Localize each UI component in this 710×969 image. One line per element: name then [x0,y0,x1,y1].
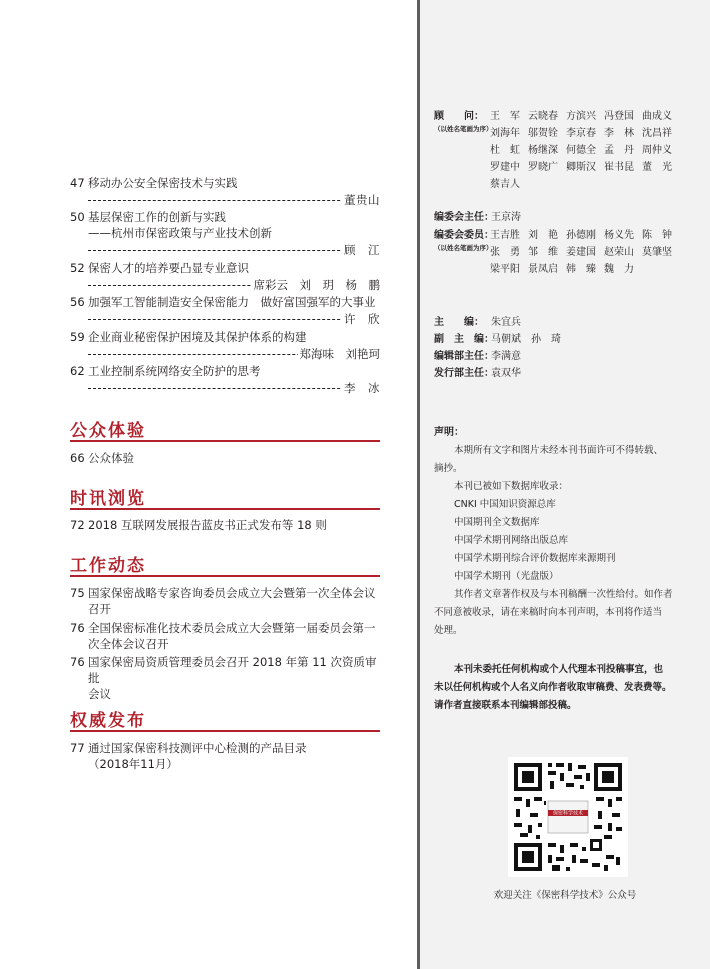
article-title: 通过国家保密科技测评中心检测的产品目录 [88,741,307,755]
board-member-name: 孙德刚 [566,230,596,241]
database-item: 中国期刊全文数据库 [454,517,540,528]
page-number: 77 [70,741,85,755]
page-number: 76 [70,621,85,635]
toc-entry[interactable] [70,654,380,702]
article-title: 国家保密局资质管理委员会召开 2018 年第 11 次资质审批 [88,655,377,685]
board-member-name: 梁平阳 [490,264,520,275]
board-member-name: 张 勇 [490,247,520,258]
board-members-block [434,227,710,279]
declaration-text: 其作者文章著作权及与本刊稿酬一次性给付。如作者 [454,589,673,600]
editorial-director-row [434,348,710,365]
advisors-names [490,108,710,193]
article-author: 顾 江 [344,243,380,257]
declaration-text: 处理。 [434,625,463,636]
section-title: 公众体验 [70,421,146,441]
advisor-name: 何德全 [566,145,596,156]
board-member-name: 莫肇坚 [642,247,672,258]
board-member-name: 刘 艳 [528,230,558,241]
advisor-name: 蔡吉人 [490,179,520,190]
submission-notice [434,661,696,715]
declaration-text: 本期所有文字和图片未经本刊书面许可不得转载、 [454,445,664,456]
board-director-row [434,209,710,226]
toc-entry[interactable] [70,329,380,362]
article-author: 李 冰 [344,381,380,395]
qr-caption: 欢迎关注《保密科学技术》公众号 [493,890,637,901]
deputy-editor-label: 副 主 编： [434,334,494,345]
article-title-continued: （2018年11月） [88,757,178,771]
board-director-label: 编委会主任： [434,212,494,223]
advisor-name: 周仲义 [642,145,672,156]
declaration-text: 不同意被收录，请在来稿时向本刊声明，本刊将作适当 [434,607,663,618]
advisor-name: 杨继深 [528,145,558,156]
advisor-name: 曲成义 [642,111,672,122]
article-title: 基层保密工作的创新与实践 [88,210,226,224]
declaration-text: 本刊已被如下数据库收录： [454,481,569,492]
article-title: 全国保密标准化技术委员会成立大会暨第一届委员会第一 [88,621,376,635]
qr-center-label: 保密科学技术 [552,810,584,817]
advisors-sort-note: （以姓名笔画为序） [434,125,493,133]
page-number: 72 [70,518,85,532]
board-member-name: 陈 钟 [642,230,672,241]
advisor-name: 李 林 [604,128,634,139]
advisor-name: 卿斯汉 [566,162,596,173]
toc-entry[interactable] [70,260,380,293]
article-subtitle: ——杭州市保密政策与产业技术创新 [88,226,272,240]
section-header [70,551,380,577]
article-title: 保密人才的培养要凸显专业意识 [88,261,249,275]
article-title: 国家保密战略专家咨询委员会成立大会暨第一次全体会议 [88,586,376,600]
article-author: 许 欣 [344,312,380,326]
notice-line: 未以任何机构或个人名义向作者收取审稿费、发表费等。 [434,682,672,693]
article-title-continued: 会议 [88,687,111,701]
board-member-name: 王吉胜 [490,230,520,241]
declaration-title: 声明： [434,427,464,438]
distribution-director-row [434,365,710,382]
page-number: 47 [70,176,85,190]
database-item: 中国学术期刊网络出版总库 [454,535,569,546]
board-member-name: 邹 维 [528,247,558,258]
advisor-name: 孟 丹 [604,145,634,156]
declaration-text: 摘抄。 [434,463,463,474]
toc-entry[interactable] [70,363,380,396]
board-director-name: 王京涛 [491,212,521,223]
board-member-name: 魏 力 [604,264,634,275]
editorial-director-name: 李满意 [491,351,521,362]
article-author: 席彩云 刘 玥 杨 鹏 [253,278,380,292]
board-member-name: 赵荣山 [604,247,634,258]
article-title: 公众体验 [88,451,134,465]
board-members-label: 编委会委员： [434,230,494,241]
wechat-qr-code[interactable] [508,757,628,877]
board-members-names [490,227,710,278]
article-title-continued: 召开 [88,602,111,616]
database-item: CNKI 中国知识资源总库 [454,499,556,510]
advisor-name: 罗晓广 [528,162,558,173]
advisor-name: 刘海年 [490,128,520,139]
toc-entry[interactable] [70,175,380,208]
toc-entry[interactable] [70,740,380,772]
section-title: 权威发布 [70,711,146,731]
toc-entry[interactable] [70,209,380,258]
advisor-name: 王 军 [490,111,520,122]
page-number: 62 [70,364,85,378]
advisor-name: 罗建中 [490,162,520,173]
advisors-block [434,108,710,198]
page-number: 56 [70,295,85,309]
advisor-name: 崔书昆 [604,162,634,173]
section-header [70,706,380,732]
board-member-name: 韩 臻 [566,264,596,275]
advisor-name: 方滨兴 [566,111,596,122]
declaration [434,424,694,640]
toc-entry[interactable] [70,450,380,466]
section-title: 时讯浏览 [70,489,146,509]
section-header [70,484,380,510]
distribution-director-name: 袁双华 [491,368,521,379]
page-number: 66 [70,451,85,465]
editor-in-chief-label: 主 编： [434,317,484,328]
deputy-editor-row [434,331,710,348]
editor-in-chief-row [434,314,710,331]
page-number: 76 [70,655,85,669]
page-number: 52 [70,261,85,275]
page-number: 75 [70,586,85,600]
notice-line: 请作者直接联系本刊编辑部投稿。 [434,700,577,711]
editorial-director-label: 编辑部主任： [434,351,494,362]
section-header [70,416,380,442]
toc-entry[interactable] [70,585,380,617]
article-title: 2018 互联网发展报告蓝皮书正式发布等 18 则 [88,518,327,532]
article-title: 工业控制系统网络安全防护的思考 [88,364,261,378]
advisor-name: 杜 虹 [490,145,520,156]
qr-code-image [508,757,628,877]
advisor-name: 董 光 [642,162,672,173]
database-item: 中国学术期刊（光盘版） [454,571,559,582]
toc-entry[interactable] [70,517,380,533]
advisor-name: 云晓春 [528,111,558,122]
database-item: 中国学术期刊综合评价数据库来源期刊 [454,553,616,564]
page-number: 50 [70,210,85,224]
article-title: 企业商业秘密保护困境及其保护体系的构建 [88,330,307,344]
advisor-name: 邬贺铨 [528,128,558,139]
editor-in-chief-name: 朱宜兵 [491,317,521,328]
toc-entry[interactable] [70,294,380,327]
board-member-name: 姜建国 [566,247,596,258]
board-member-name: 景凤启 [528,264,558,275]
board-members-sort-note: （以姓名笔画为序） [434,244,493,252]
article-author: 董贵山 [344,193,380,207]
article-title: 移动办公安全保密技术与实践 [88,176,238,190]
distribution-director-label: 发行部主任： [434,368,494,379]
board-member-name: 杨义先 [604,230,634,241]
advisor-name: 李京春 [566,128,596,139]
toc-entry[interactable] [70,620,380,652]
advisor-name: 沈昌祥 [642,128,672,139]
article-title: 加强军工智能制造安全保密能力 做好富国强军的大事业 [88,295,376,309]
article-title-continued: 次全体会议召开 [88,637,169,651]
page-number: 59 [70,330,85,344]
article-author: 郑海味 刘艳珂 [299,347,380,361]
notice-line: 本刊未委托任何机构或个人代理本刊投稿事宜，也 [454,664,664,675]
deputy-editor-names: 马朝斌 孙 琦 [491,334,561,345]
advisor-name: 冯登国 [604,111,634,122]
section-title: 工作动态 [70,556,146,576]
advisors-label: 顾 问： [434,111,484,122]
